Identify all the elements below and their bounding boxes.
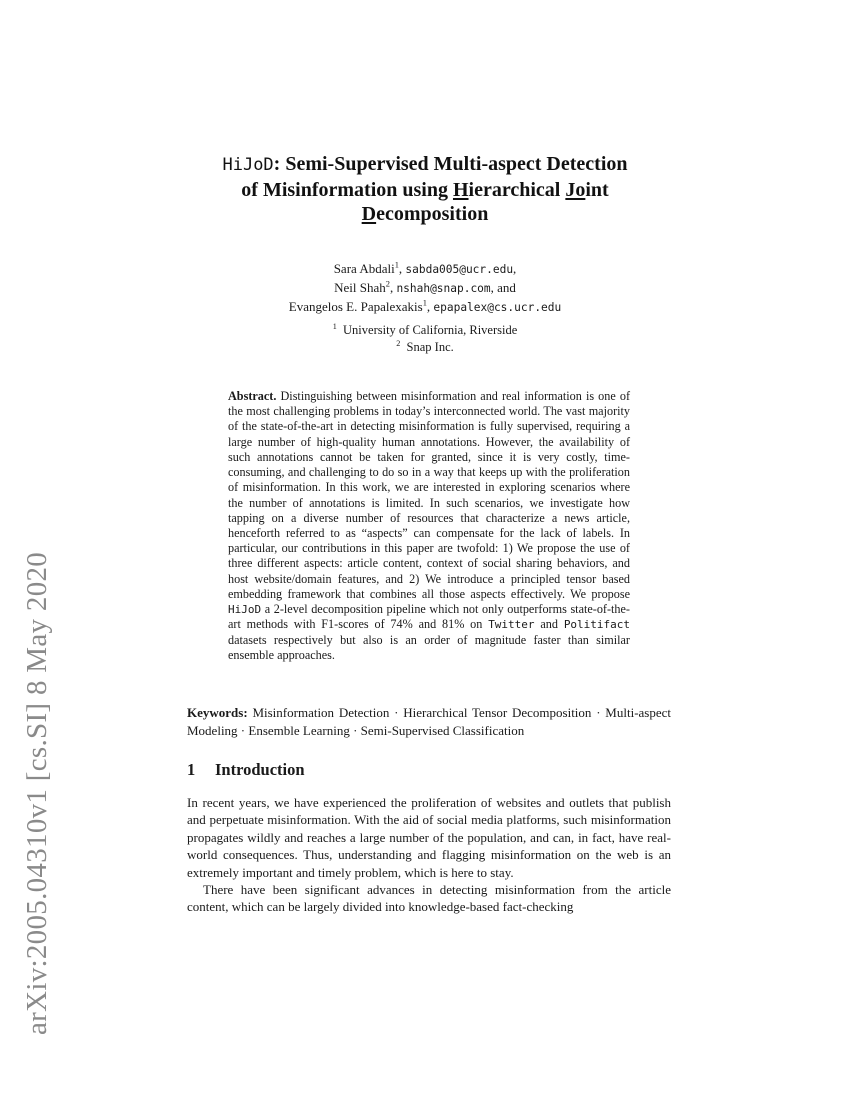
body-paragraph: There have been significant advances in detecting misinformation from the article content, which can be largely divided into knowledge-based fact-checking xyxy=(187,882,671,915)
abstract-code-politifact: Politifact xyxy=(563,618,631,632)
affiliation-entry xyxy=(250,339,600,356)
affiliation-sup: 1 xyxy=(332,321,337,331)
abstract-label: Abstract. xyxy=(228,389,277,403)
author-affil-sup: 2 xyxy=(385,278,390,289)
affiliation-name: University of California, Riverside xyxy=(343,323,518,337)
title-jo-rest: int xyxy=(585,178,609,201)
title-h-rest: ierarchical xyxy=(468,178,566,201)
abstract-text: Distinguishing between misinformation and real information is one of the most challenging problems in today’s interconnected world. The vast majority of the state-of-the-art in detecting misinformation is fully supervised, requiring a large number of high-quality human annotations. However, the availability of such annotations cannot be taken for granted, since it is very costly, time-consuming, and challenging to do so in a way that keeps up with the proliferation of misinformation. In this work, we are interested in exploring scenarios where the number of annotations is limited. In such scenarios, we investigate how tapping on a diverse number of resources that characterize a news article, henceforth referred to as “aspects” can compensate for the lack of labels. In particular, our contributions in this paper are twofold: 1) We propose the use of three different aspects: article content, context of social sharing behaviors, and host website/domain features, and 2) We introduce a principled tensor based embedding framework that combines all those aspects effectively. We propose xyxy=(228,389,631,601)
author-entry: Evangelos E. Papalexakis$^1$, epapalex@cs.ucr.edu xyxy=(288,297,562,314)
body-paragraph: In recent years, we have experienced the proliferation of websites and outlets that publish and perpetuate misinformation. With the aid of social media platforms, such misinformation propagates wildly and reaches a large number of the population, and can, in fact, have real-world consequences. Thus, understanding and flagging misinformation on the web is an extremely important and timely problem, which is here to stay. xyxy=(187,795,671,880)
author-entry: Neil Shah$^2$, nshah@snap.com, and xyxy=(334,278,516,295)
keywords xyxy=(187,704,671,739)
author-entry: Sara Abdali$^1$, sabda005@ucr.edu, xyxy=(333,259,517,276)
body-text xyxy=(187,794,671,916)
paper-title xyxy=(150,152,700,227)
affiliation-name: Snap Inc. xyxy=(406,340,454,354)
affiliation-sup: 2 xyxy=(396,338,401,348)
title-system-name: HiJoD xyxy=(222,155,274,175)
author-email[interactable]: sabda005@ucr.edu xyxy=(405,263,514,276)
author-affil-sup: 1 xyxy=(422,297,427,308)
title-line1-rest: : Semi-Supervised Multi-aspect Detection xyxy=(273,153,628,175)
abstract-text: datasets respectively but also is an order of magnitude faster than similar ensemble approaches. xyxy=(228,632,630,662)
title-d-letter: D xyxy=(361,203,377,225)
affiliation-entry xyxy=(250,322,600,339)
title-d-rest: ecomposition xyxy=(376,203,489,225)
author-affil-sup: 1 xyxy=(394,259,399,270)
author-email[interactable]: epapalex@cs.ucr.edu xyxy=(433,301,562,314)
author-name: Neil Shah xyxy=(334,280,386,295)
author-email[interactable]: nshah@snap.com xyxy=(396,282,491,295)
author-name: Sara Abdali xyxy=(333,261,395,276)
section-number: 1 xyxy=(187,760,196,779)
author-list xyxy=(200,260,650,317)
author-sep: , xyxy=(513,261,517,276)
abstract-code-hijod: HiJoD xyxy=(228,603,262,617)
abstract-text: and xyxy=(540,617,558,632)
author-sep: , and xyxy=(490,280,516,295)
section-title: Introduction xyxy=(215,760,305,779)
abstract xyxy=(228,389,630,663)
keywords-label: Keywords: xyxy=(187,705,248,720)
abstract-code-twitter: Twitter xyxy=(488,618,535,632)
author-name: Evangelos E. Papalexakis xyxy=(288,299,423,314)
title-h-letter: H xyxy=(452,178,469,201)
section-heading xyxy=(187,760,305,780)
keywords-text: Misinformation Detection · Hierarchical Tensor Decomposition · Multi-aspect Modeling · Ensemble Learning · Semi-Supervised Classification xyxy=(187,705,672,738)
arxiv-identifier-stamp: arXiv:2005.04310v1 [cs.SI] 8 May 2020 xyxy=(21,551,53,1035)
title-line2-pre: of Misinformation using xyxy=(241,178,453,201)
affiliation-list xyxy=(250,322,600,356)
abstract-text: a 2-level decomposition pipeline which not only outperforms state-of-the-art methods with F1-scores of 74% and 81% on xyxy=(228,602,630,632)
title-jo-letters: Jo xyxy=(565,178,586,201)
